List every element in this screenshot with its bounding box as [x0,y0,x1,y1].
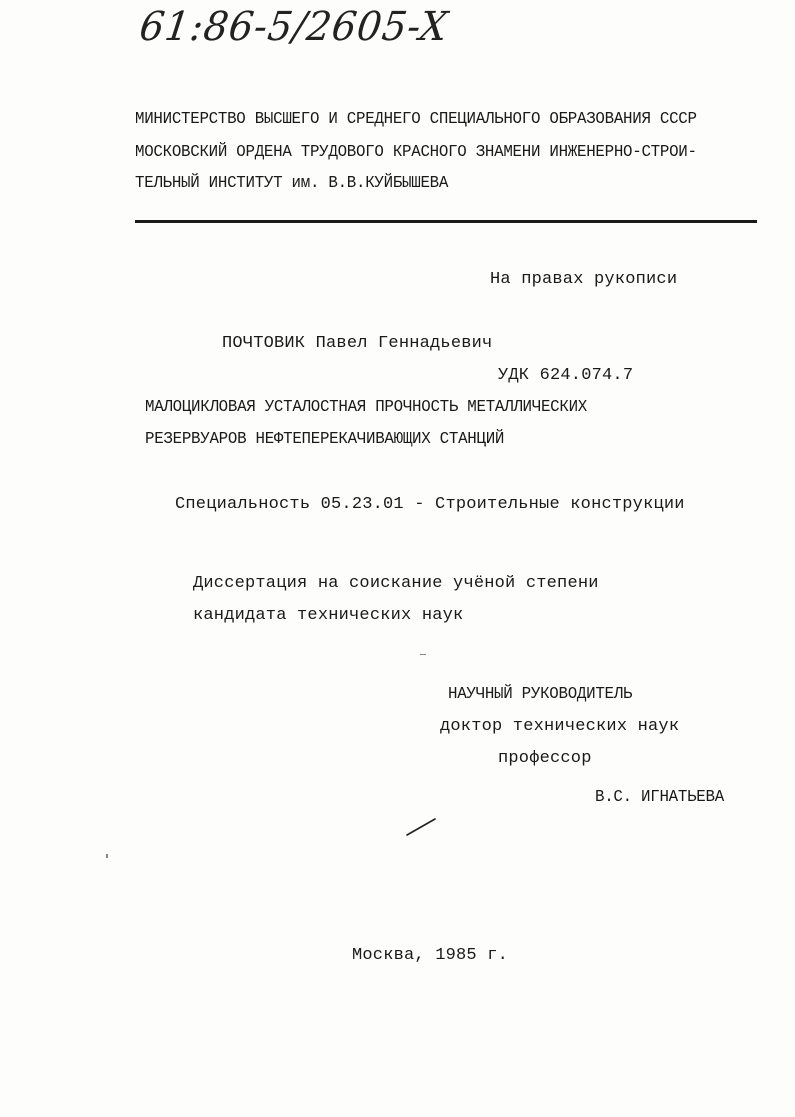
dissertation-line-1: Диссертация на соискание учёной степени [193,574,599,593]
institution-line-2: МОСКОВСКИЙ ОРДЕНА ТРУДОВОГО КРАСНОГО ЗНАМЕНИ ИНЖЕНЕРНО-СТРОИ- [135,143,697,162]
author-name: ПОЧТОВИК Павел Геннадьевич [222,334,493,353]
dissertation-line-2: кандидата технических наук [193,606,464,625]
udk-code: УДК 624.074.7 [498,366,634,385]
supervisor-rank: профессор [498,749,592,768]
place-and-year: Москва, 1985 г. [352,946,509,965]
supervisor-degree: доктор технических наук [440,717,680,736]
thesis-title-line-2: РЕЗЕРВУАРОВ НЕФТЕПЕРЕКАЧИВАЮЩИХ СТАНЦИЙ [145,430,505,449]
institution-line-1: МИНИСТЕРСТВО ВЫСШЕГО И СРЕДНЕГО СПЕЦИАЛЬНОГО ОБРАЗОВАНИЯ СССР [135,110,697,129]
margin-speck [106,854,108,858]
supervisor-name: В.С. ИГНАТЬЕВА [595,788,724,807]
specialty: Специальность 05.23.01 - Строительные конструкции [175,495,685,514]
supervisor-heading: НАУЧНЫЙ РУКОВОДИТЕЛЬ [448,685,633,704]
rights-note: На правах рукописи [490,270,678,289]
institution-line-3: ТЕЛЬНЫЙ ИНСТИТУТ им. В.В.КУЙБЫШЕВА [135,174,449,193]
pen-stroke-mark [405,815,439,837]
thesis-title-line-1: МАЛОЦИКЛОВАЯ УСТАЛОСТНАЯ ПРОЧНОСТЬ МЕТАЛЛИЧЕСКИХ [145,398,588,417]
handwritten-catalog-code: 61:86-5/2605-X [136,4,451,50]
header-divider [135,220,757,223]
scan-speck [420,654,426,655]
